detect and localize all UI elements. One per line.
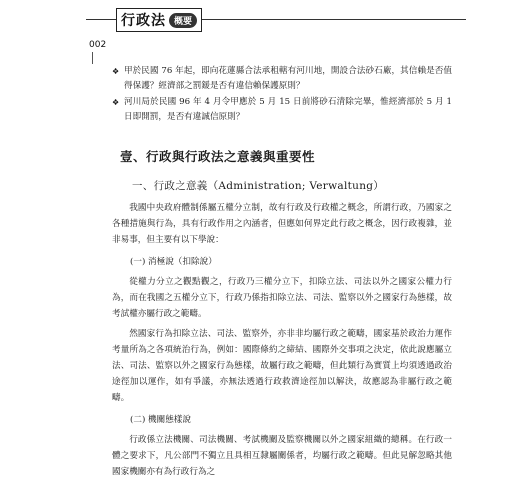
diamond-bullet-icon: ❖ [112, 67, 120, 76]
subheading-negative-theory: (一) 消極說（扣除說） [130, 257, 217, 267]
book-title: 行政法 [121, 13, 166, 29]
subsection-heading: 一、行政之意義（Administration; Verwaltung） [132, 180, 385, 192]
list-item [112, 95, 452, 125]
question-text: 甲於民國 76 年起，即向花蓮縣合法承租轄有河川地，開設合法砂石廠，其信賴是否值得保護？經濟部之罰鍰是否有違信賴保護原則？ [124, 66, 452, 91]
paragraph: 行政係立法機關、司法機關、考試機關及監察機關以外之國家組織的總稱。在行政一體之要求下，凡公部門不獨立且具相互隸屬關係者，均屬行政之範疇。但此見解忽略其他國家機關亦有為行政行為之 [112, 435, 452, 477]
book-title-box [116, 8, 202, 32]
diamond-bullet-icon: ❖ [112, 98, 120, 107]
section-heading: 壹、行政與行政法之意義與重要性 [120, 149, 316, 164]
paragraph: 從權力分立之觀點觀之，行政乃三權分立下，扣除立法、司法以外之國家公權力行為，而在我國之五權分立下，行政乃係指扣除立法、司法、監察以外之國家行為態樣，故考試權亦屬行政之範疇。 [112, 277, 452, 319]
question-text: 河川局於民國 96 年 4 月令甲應於 5 月 15 日前將砂石清除完畢，惟經濟部於 5 月 1 日即開罰，是否有違誠信原則？ [124, 97, 452, 122]
book-title-badge: 概要 [169, 13, 197, 28]
question-list [112, 64, 452, 125]
page-header [86, 2, 466, 36]
subheading-organ-theory: (二) 機關態樣說 [130, 415, 191, 425]
page-content [112, 64, 452, 480]
list-item [112, 64, 452, 94]
intro-paragraph: 我國中央政府體制係屬五權分立制，故有行政及行政權之概念，所謂行政，乃國家之各種措施與行為，具有行政作用之內涵者，但應如何界定此行政之概念，因行政複雜，並非易事，但主要有以下學說： [112, 203, 452, 245]
page-number: 002 [89, 40, 107, 50]
paragraph: 然國家行為扣除立法、司法、監察外，亦非非均屬行政之範疇，國家基於政治力運作考量所為之各項統治行為，例如：國際條約之締結、國際外交事項之決定，依此說應屬立法、司法、監察以外之國家行為態樣，故屬行政之範疇，但此類行為實質上均須透過政治途徑加以運作，如有爭議，亦無法透過行政救濟途徑加以解決，故應認為非屬行政之範疇。 [112, 329, 452, 403]
page-number-rule [92, 52, 93, 64]
